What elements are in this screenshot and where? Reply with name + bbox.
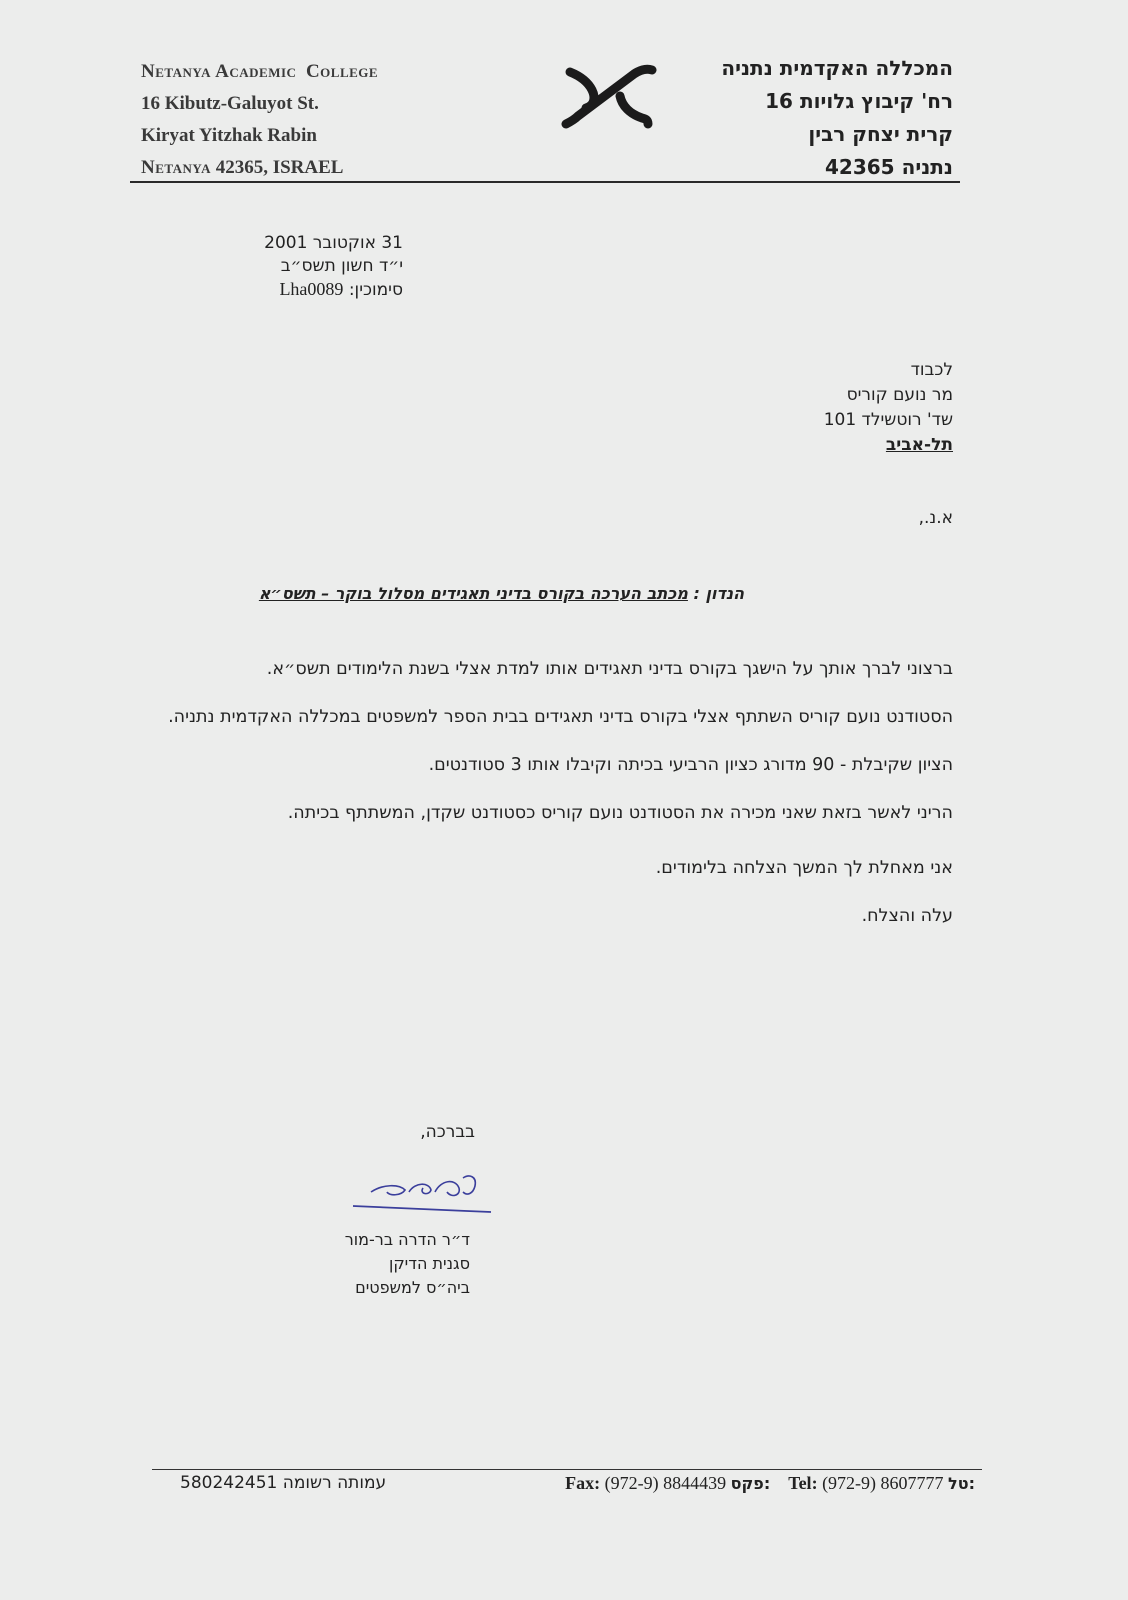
signer-title: סגנית הדיקן <box>388 1254 470 1273</box>
subject-line <box>150 584 853 603</box>
letterhead-en-city: Netanya <box>141 157 211 178</box>
reference-line <box>228 278 403 302</box>
letterhead-he-district: קרית יצחק רבין <box>808 122 953 146</box>
body-paragraph-4: הריני לאשר בזאת שאני מכירה את הסטודנט נועם קוריס כסטודנט שקדן, המשתתף בכיתה. <box>287 803 953 823</box>
contact-line <box>565 1473 975 1494</box>
gregorian-date: 31 אוקטובר 2001 <box>264 233 403 253</box>
fax-label-he: פקס: <box>730 1474 771 1493</box>
footer <box>150 1471 985 1501</box>
fax-label-en: Fax: <box>565 1473 601 1493</box>
tel-label-he: טל: <box>948 1474 975 1493</box>
body-paragraph-6: עלה והצלח. <box>861 906 953 926</box>
signer-block <box>290 1228 470 1300</box>
nonprofit-registration: עמותה רשומה 580242451 <box>180 1473 387 1493</box>
recipient-street: שד' רוטשילד 101 <box>823 410 953 430</box>
letter-body <box>150 656 953 951</box>
reference-code: Lha0089 <box>279 279 344 299</box>
footer-divider <box>152 1469 982 1470</box>
salutation: א.נ., <box>918 508 953 528</box>
recipient-greeting: לכבוד <box>910 360 953 380</box>
date-block <box>228 232 403 302</box>
letterhead-en-street: 16 Kibutz-Galuyot St. <box>141 93 319 114</box>
recipient-name: מר נועם קוריס <box>846 385 953 405</box>
handwritten-signature-icon <box>343 1162 493 1222</box>
letterhead-en-zip-country: 42365, ISRAEL <box>215 157 344 178</box>
letterhead-he-college-name: המכללה האקדמית נתניה <box>721 56 953 80</box>
letterhead-en-college-word: College <box>305 61 379 82</box>
body-paragraph-1: ברצוני לברך אותך על הישגך בקורס בדיני תאגידים אותו למדת אצלי בשנת הלימודים תשס״א. <box>266 659 953 679</box>
fax-number: (972-9) 8844439 <box>604 1473 727 1493</box>
reference-label: סימוכין: <box>348 280 403 300</box>
letterhead-en-district: Kiryat Yitzhak Rabin <box>141 125 317 146</box>
recipient-city: תל-אביב <box>885 435 953 455</box>
recipient-block <box>653 358 953 458</box>
letterhead-en-college-name: Netanya Academic <box>141 61 297 82</box>
letterhead-he-street: רח' קיבוץ גלויות 16 <box>765 89 953 113</box>
letterhead-divider <box>130 181 960 183</box>
letterhead-hebrew <box>633 52 953 184</box>
hebrew-date: י״ד חשון תשס״ב <box>280 256 403 276</box>
letterhead-he-city: נתניה 42365 <box>825 155 953 179</box>
closing-word: בברכה, <box>420 1122 475 1142</box>
body-paragraph-5: אני מאחלת לך המשך הצלחה בלימודים. <box>655 858 953 878</box>
subject-label: הנדון : <box>693 584 745 603</box>
letterhead-en-line-1 <box>141 56 501 88</box>
tel-number: (972-9) 8607777 <box>822 1473 944 1493</box>
subject-text: מכתב הערכה בקורס בדיני תאגידים מסלול בוקר – תשס״א <box>258 584 688 603</box>
letterhead-english <box>141 56 501 184</box>
body-paragraph-2: הסטודנט נועם קוריס השתתף אצלי בקורס בדיני תאגידים בבית הספר למשפטים במכללה האקדמית נתניה. <box>168 707 953 727</box>
signer-unit: ביה״ס למשפטים <box>355 1278 470 1297</box>
body-paragraph-3: הציון שקיבלת - 90 מדורג כציון הרביעי בכיתה וקיבלו אותו 3 סטודנטים. <box>428 755 953 775</box>
letterhead-en-line-4 <box>141 152 501 184</box>
signer-name: ד״ר הדרה בר-מור <box>344 1230 470 1249</box>
tel-label-en: Tel: <box>788 1473 818 1493</box>
